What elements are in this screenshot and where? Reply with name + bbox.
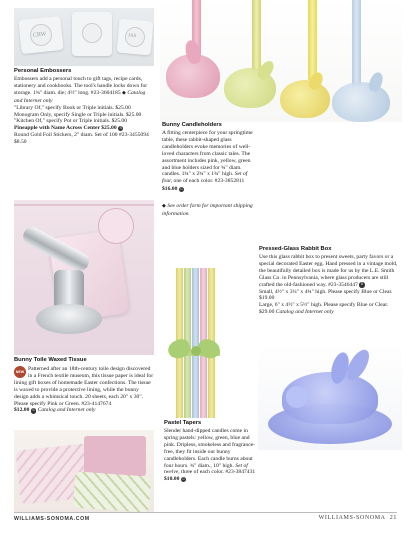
new-badge: NEW [14,366,26,378]
rabbit-box-description [259,246,402,316]
page-number: 21 [389,515,397,521]
tag-monogram-1: CRW [32,31,47,39]
waxed-tissue-heading: Bunny Toile Waxed Tissue [14,357,87,363]
embossers-heading: Personal Embossers [14,68,72,74]
shipping-note: ◆ See order form for important shipping information. [162,203,253,218]
monogram-seal-image [98,208,134,244]
waxed-tissue-description [14,357,154,414]
embosser-giftbox-photo [14,200,154,355]
footer-brand-page: WILLIAMS-SONOMA 21 [318,515,397,521]
embossers-catalog-note: Catalog and Internet only [14,89,146,104]
pastel-tapers-heading: Pastel Tapers [164,420,202,426]
rabbit-box-heading: Pressed-Glass Rabbit Box [259,246,332,252]
embossers-description [14,68,154,146]
taper-blue-1-image [192,268,199,418]
footer-rule [14,512,397,513]
footer-website: WILLIAMS-SONOMA.COM [14,516,90,522]
pastel-tapers-price: $10.00 C [164,476,185,483]
rabbit-box-small-option: Small, 4½" x 3¼" x 4¾" high. Please specify Blue or Clear. $19.00 [259,288,393,302]
pink-giftbox-small-image [84,436,146,476]
rabbit-tail [286,386,308,408]
green-taper-image [252,0,261,70]
bunny-candleholders-heading: Bunny Candleholders [162,122,222,128]
glass-rabbit-box-photo [258,342,402,450]
gift-card-image [72,12,112,56]
gift-tag-image [18,16,63,54]
pastel-tapers-description [164,420,256,483]
waxed-tissue-body: NEW Patterned after an 18th-century toile design discovered in a French textile museum, this tissue paper is ideal for lining gift boxes of homemade Easter confections. The tissue is waxed to provide a protective lining, while the bunny design adds a whimsical touch. 20 sheets, each 20" x 30". Please specify Pink or Green. #23-4147674 [14,366,154,407]
embossers-body: Embossers add a personal touch to gift tags, recipe cards, stationery and cookbooks. The tool's handle locks down for storage. 1¾" diam. die; 4½" long. #23-3604185 ◆ Catalog and Internet only [14,76,148,104]
yellow-taper-image [308,0,317,80]
pastel-tapers-body: Slender hand-dipped candles come in spring pastels: yellow, green, blue and pink. Dripless, smokeless and fragrance-free, they fit inside our bunny candleholders. Each candle burns about four hours. ¾" diam., 10" high. Set of twelve, three of each color. #23-3847431 [164,428,256,476]
embossers-library-option: "Library Of," specify Book or Triple initials. $25.00 [14,104,131,111]
bunny-candleholders-photo [160,0,402,122]
embosser-base-image [36,304,102,334]
rabbit-box-large-option: Large, 6" x 4½" x 5½" high. Please specify Blue or Clear. $29.00 Catalog and Internet only [259,302,389,316]
embossers-pineapple-option: Pineapple with Name Across Center $25.00 S [14,125,122,132]
bunny-candleholders-price: $16.00 C [162,186,183,193]
embossers-kitchen-option: "Kitchen Of," specify Pot or Triple initials. $25.00 [14,118,128,125]
yellow-bunny-candleholder [280,80,330,118]
blue-bunny-candleholder [332,82,390,122]
waxed-tissue-price: $12.00 S Catalog and Internet only [14,407,96,414]
pastel-tapers-photo [164,268,228,418]
embosser-tags-photo [14,8,154,66]
recipe-card-image [117,19,154,56]
green-tissue-image [73,471,151,512]
embossers-monogram-option: Monogram Only, specify Single or Triple initials. $25.00 [14,111,142,118]
embossers-foil-stickers: Round Gold Foil Stickers, 2" diam. Set of 100 #23-3455094 $8.50 [14,132,149,146]
tag-monogram-2: JAS [127,33,137,40]
bunny-candleholders-body: A fitting centerpiece for your springtime table, these rabbit-shaped glass candleholders evoke memories of well-loved characters from classic tales. The assortment includes pink, yellow, green and blue holders sized for ¾" diam. candles. 1¾" x 2¾" x 1¾" high. Set of four, one of each color. #23-3852811 [162,130,253,185]
toile-tissue-photo [14,430,154,512]
bunny-candleholders-description [162,122,254,218]
blue-taper-image [352,0,361,86]
rabbit-box-body: Use this glass rabbit box to present sweets, party favors or a special decorated Easter egg. Hand pressed in a vintage mold, the beautifully detailed box is made for us by the L.E. Smith Glass Co. in Pennsylvania, where glass producers are still crafted the old-fashioned way. #23-3546447 S [259,254,398,288]
ribbon-knot [191,346,201,356]
